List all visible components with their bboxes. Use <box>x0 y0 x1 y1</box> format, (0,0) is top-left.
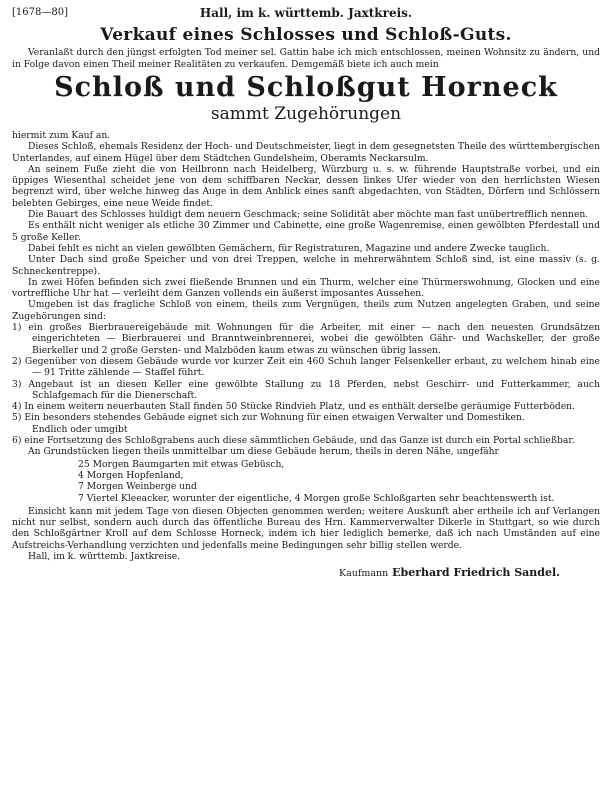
appurtenance-list-cont <box>12 435 600 446</box>
signature <box>12 566 600 579</box>
list-item: 3) Angebaut ist an diesen Keller eine gewölbte Stallung zu 18 Pferden, nebst Geschirr- und Futterkammer, auch Schlafgemach für die Dienerschaft. <box>12 378 600 401</box>
reference-number: [1678—80] <box>12 7 68 18</box>
land-item: 4 Morgen Hopfenland, <box>78 469 184 481</box>
land-item: 25 Morgen Baumgarten mit etwas Gebüsch, <box>78 458 285 470</box>
paragraph: An seinem Fuße zieht die von Heilbronn nach Heidelberg, Würzburg u. s. w. führende Hauptstraße vorbei, und ein üppiges Wiesenthal scheidet jene von dem schiffbaren Neckar, dessen linkes Ufer wieder von den herrlichsten Wiesen begrenzt wird, über welche hinweg das Auge in dem Anblick eines sanft abgedachten, von Städten, Dörfern und Schlössern belebten Gebirges, eine neue Weide findet. <box>12 163 600 209</box>
estate-subtitle: sammt Zugehörungen <box>210 104 402 124</box>
estate-title: Schloß und Schloßgut Horneck <box>54 72 558 103</box>
header <box>12 4 600 24</box>
paragraph: Die Bauart des Schlosses huldigt dem neuern Geschmack; seine Solidität aber möchte man fast unübertrefflich nennen. <box>28 209 589 221</box>
land-intro: An Grundstücken liegen theils unmittelbar um diese Gebäude herum, theils in deren Nähe, ungefähr <box>28 446 499 458</box>
intro-paragraph: Veranlaßt durch den jüngst erfolgten Tod meiner sel. Gattin habe ich mich entschlossen, meinen Wohnsitz zu ändern, und in Folge davon einen Theil meiner Realitäten zu verkaufen. Demgemäß biete ich auch mein <box>12 47 600 70</box>
main-title: Verkauf eines Schlosses und Schloß-Guts. <box>100 25 512 45</box>
endlich-line: Endlich oder umgibt <box>32 423 128 435</box>
paragraph: Umgeben ist das fragliche Schloß von einem, theils zum Vergnügen, theils zum Nutzen angelegten Graben, und seine Zugehörungen sind: <box>12 299 600 322</box>
closing-paragraph: Einsicht kann mit jedem Tage von diesen Objecten genommen werden; weitere Auskunft aber ertheile ich auf Verlangen nicht nur selbst, sondern auch durch das öffentliche Bureau des Hrn. Kammerverwalter Dikerle in Stuttgart, so wie durch den Schloßgärtner Kroll auf dem Schlosse Horneck, indem ich hier lediglich bemerke, daß ich nach Umständen auf eine Aufstreichs-Verhandlung verzichten und jedenfalls meine Bedingungen sehr billig stellen werde. <box>12 505 600 551</box>
place-heading: Hall, im k. württemb. Jaxtkreis. <box>199 6 413 20</box>
closing-place: Hall, im k. württemb. Jaxtkreise. <box>28 550 181 562</box>
paragraph: In zwei Höfen befinden sich zwei fließende Brunnen und ein Thurm, welcher eine Thürmerswohnung, Glocken und eine vortreffliche Uhr hat — verleiht dem Ganzen vollends ein äußerst imposantes Aussehen. <box>12 276 600 300</box>
signature-prefix: Kaufmann <box>338 568 389 580</box>
list-item: 2) Gegenüber von diesem Gebäude wurde vor kurzer Zeit ein 460 Schuh langer Felsenkeller erbaut, zu welchem hinab eine — 91 Tritte zählende — Staffel führt. <box>12 355 600 379</box>
list-item: 6) eine Fortsetzung des Schloßgrabens auch diese sämmtlichen Gebäude, und das Ganze ist durch ein Portal schließbar. <box>12 435 575 447</box>
list-item: 1) ein großes Bierbrauereigebäude mit Wohnungen für die Arbeiter, mit einer — nach den neuesten Grundsätzen eingerichteten — Bierbrauerei und Branntweinbrennerei, wobei die gewölbten Gähr- und Wachskeller, der große Bierkeller und 2 große Gersten- und Malzböden kaum etwas zu wünschen übrig lassen. <box>12 322 600 356</box>
paragraph: Dabei fehlt es nicht an vielen gewölbten Gemächern, für Registraturen, Magazine und andere Zwecke tauglich. <box>28 242 550 254</box>
land-list <box>12 459 600 504</box>
list-item: 4) In einem weitern neuerbauten Stall finden 50 Stücke Rindvieh Platz, und es enthält derselbe geräumige Futterböden. <box>12 401 576 413</box>
land-item: 7 Morgen Weinberge und <box>78 481 197 493</box>
signature-name: Eberhard Friedrich Sandel. <box>392 566 560 580</box>
list-item: 5) Ein besonders stehendes Gebäude eignet sich zur Wohnung für einen etwaigen Verwalter und Domestiken. <box>12 412 525 424</box>
appurtenance-list <box>12 322 600 424</box>
land-item: 7 Viertel Kleeacker, worunter der eigentliche, 4 Morgen große Schloßgarten sehr beachtenswerth ist. <box>78 492 555 504</box>
paragraph: Dieses Schloß, ehemals Residenz der Hoch- und Deutschmeister, liegt in dem gesegnetsten Theile des württembergischen Unterlandes, auf einem Hügel über dem Städtchen Gundelsheim, Oberamts Neckarsulm. <box>12 141 600 164</box>
paragraph: Unter Dach sind große Speicher und von drei Treppen, welche in mehrerwähntem Schloß sind, ist eine massiv (s. g. Schneckentreppe). <box>12 254 600 277</box>
paragraph: Es enthält nicht weniger als etliche 30 Zimmer und Cabinette, eine große Wagenremise, einen gewölbten Pferdestall und 5 große Keller. <box>12 220 600 243</box>
lead-text: hiermit zum Kauf an. <box>12 130 111 141</box>
